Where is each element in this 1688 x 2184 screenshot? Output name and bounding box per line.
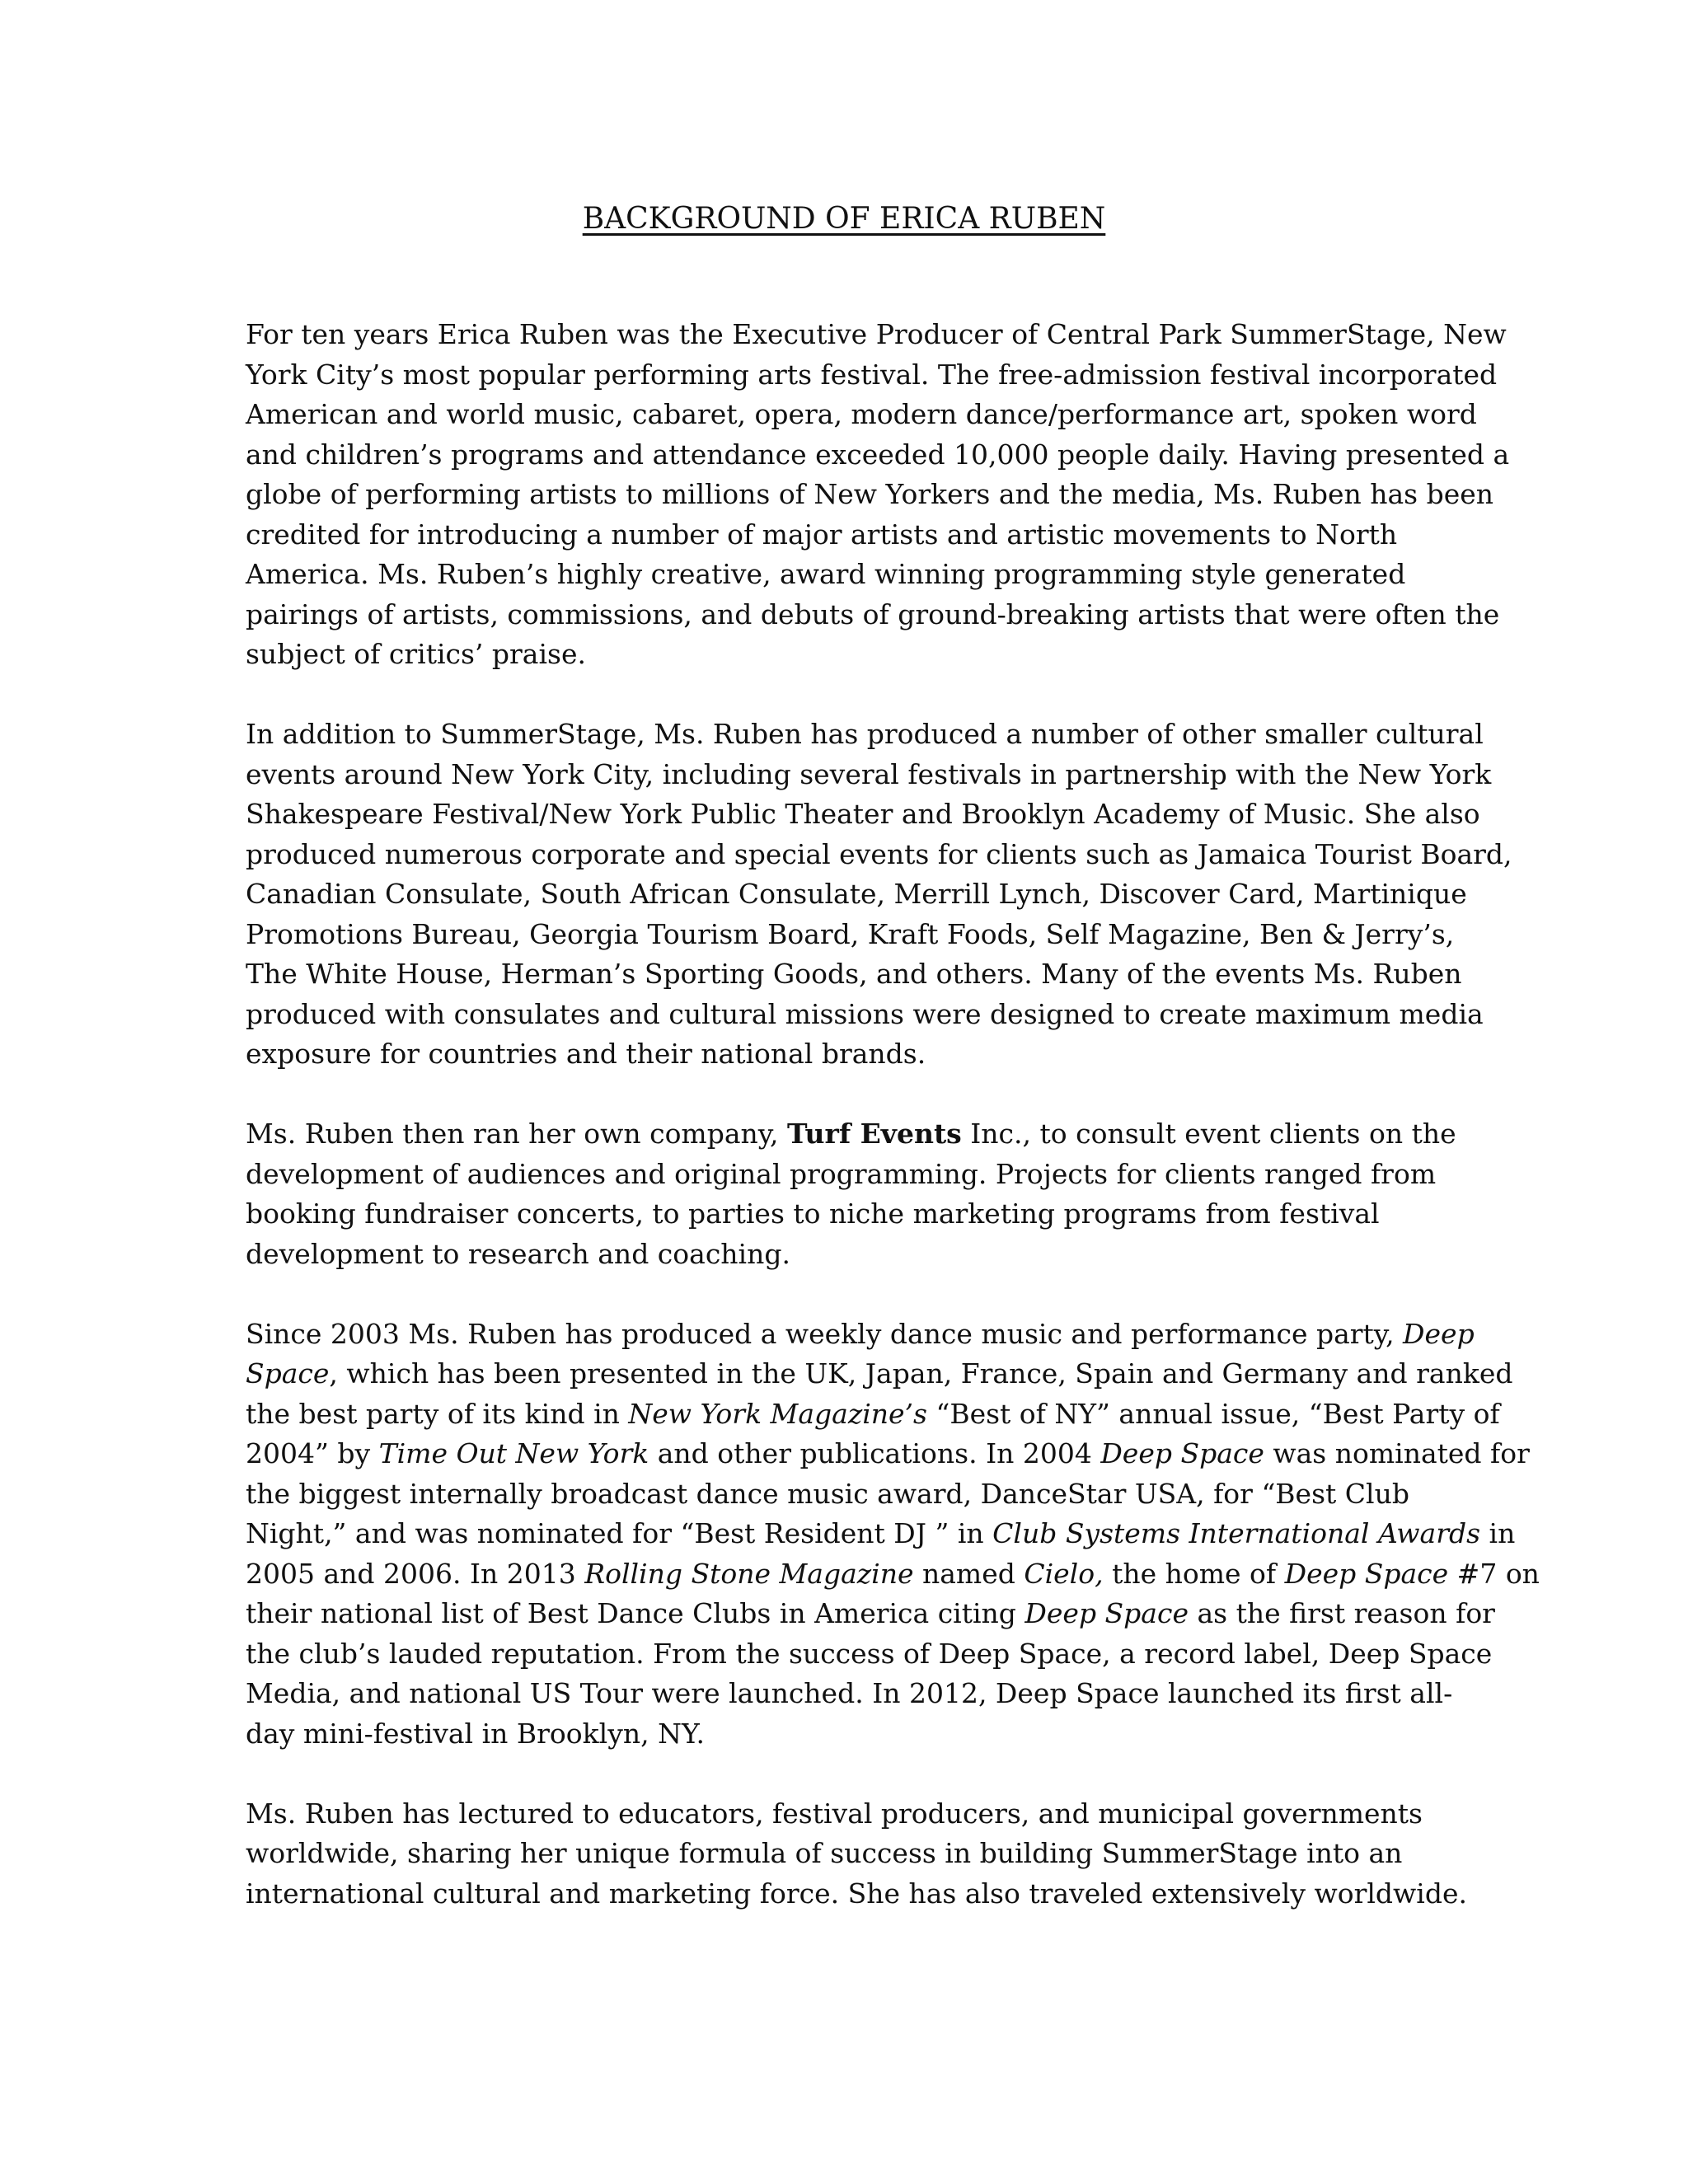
text-line xyxy=(246,1714,1442,1755)
italic-text: Deep Space xyxy=(1025,1597,1189,1629)
paragraph xyxy=(246,1315,1540,1755)
text-run: produced with consulates and cultural missions were designed to create maximum media xyxy=(246,997,1484,1030)
italic-text: Space xyxy=(246,1357,330,1390)
italic-text: Cielo, xyxy=(1024,1557,1104,1590)
text-run: York City’s most popular performing arts festival. The free-admission festival incorporated xyxy=(246,358,1498,391)
text-run: development of audiences and original programming. Projects for clients ranged from xyxy=(246,1157,1437,1190)
text-run: worldwide, sharing her unique formula of success in building SummerStage into an xyxy=(246,1837,1403,1869)
text-line xyxy=(246,794,1480,835)
text-line xyxy=(246,555,1442,595)
text-run: and children’s programs and attendance exceeded 10,000 people daily. Having presented a xyxy=(246,438,1510,471)
text-run: #7 on xyxy=(1448,1557,1540,1590)
text-run: their national list of Best Dance Clubs in America citing xyxy=(246,1597,1025,1629)
text-line xyxy=(246,1474,1442,1515)
text-run: the best party of its kind in xyxy=(246,1397,629,1430)
text-run: booking fundraiser concerts, to parties to niche marketing programs from festival xyxy=(246,1197,1380,1230)
text-line xyxy=(246,874,1467,915)
text-line xyxy=(246,755,1492,795)
text-line xyxy=(246,835,1512,875)
text-line xyxy=(246,1834,1442,1874)
text-run: The White House, Herman’s Sporting Goods, and others. Many of the events Ms. Ruben xyxy=(246,958,1462,990)
text-run: America. Ms. Ruben’s highly creative, award winning programming style generated xyxy=(246,558,1406,590)
text-line xyxy=(246,915,1455,955)
text-run: the home of xyxy=(1103,1557,1285,1590)
text-line xyxy=(246,1634,1493,1675)
italic-text: Rolling Stone Magazine xyxy=(584,1557,914,1590)
text-line xyxy=(246,1674,1453,1714)
text-line xyxy=(246,1315,1475,1355)
text-run: , which has been presented in the UK, Japan, France, Spain and Germany and ranked xyxy=(329,1357,1513,1390)
text-line xyxy=(246,1235,1442,1275)
text-line xyxy=(246,1514,1516,1554)
text-run: events around New York City, including several festivals in partnership with the New York xyxy=(246,757,1492,790)
text-run: Media, and national US Tour were launched. In 2012, Deep Space launched its first all- xyxy=(246,1677,1453,1709)
text-run: Since 2003 Ms. Ruben has produced a weekly dance music and performance party, xyxy=(246,1317,1404,1350)
text-run: globe of performing artists to millions of New Yorkers and the media, Ms. Ruben has been xyxy=(246,478,1494,510)
text-run: For ten years Erica Ruben was the Executive Producer of Central Park SummerStage, New xyxy=(246,318,1507,350)
text-line xyxy=(246,1874,1467,1915)
text-run: in xyxy=(1480,1517,1516,1549)
text-run: development to research and coaching. xyxy=(246,1237,790,1270)
text-run: exposure for countries and their national brands. xyxy=(246,1038,926,1070)
document-title: BACKGROUND OF ERICA RUBEN xyxy=(582,202,1106,236)
text-run: day mini-festival in Brooklyn, NY. xyxy=(246,1717,705,1750)
italic-text: Club Systems International Awards xyxy=(992,1517,1481,1549)
paragraph xyxy=(246,1114,1456,1274)
text-run: Canadian Consulate, South African Consulate, Merrill Lynch, Discover Card, Martinique xyxy=(246,878,1467,910)
paragraph xyxy=(246,715,1512,1075)
text-line xyxy=(246,995,1484,1035)
text-line xyxy=(246,315,1507,355)
italic-text: Deep Space xyxy=(1284,1557,1449,1590)
italic-text: New York Magazine’s xyxy=(628,1397,927,1430)
text-run: Inc., to consult event clients on the xyxy=(961,1118,1456,1150)
text-run: the club’s lauded reputation. From the success of Deep Space, a record label, Deep Space xyxy=(246,1637,1493,1670)
text-line xyxy=(246,954,1462,995)
text-line xyxy=(246,635,1442,675)
text-run: American and world music, cabaret, opera, modern dance/performance art, spoken word xyxy=(246,398,1477,430)
text-run: “Best of NY” annual issue, “Best Party of xyxy=(926,1397,1500,1430)
text-run: 2004” by xyxy=(246,1437,379,1469)
text-line xyxy=(246,1794,1442,1835)
text-run: international cultural and marketing force. She has also traveled extensively worldwide. xyxy=(246,1877,1467,1910)
text-run: Shakespeare Festival/New York Public Theater and Brooklyn Academy of Music. She also xyxy=(246,798,1480,830)
text-line xyxy=(246,1434,1530,1474)
text-line xyxy=(246,715,1484,755)
text-line xyxy=(246,1155,1442,1195)
text-run: Night,” and was nominated for “Best Resident DJ ” in xyxy=(246,1517,993,1549)
text-line xyxy=(246,515,1442,555)
italic-text: Deep xyxy=(1403,1317,1475,1350)
text-run: and other publications. In 2004 xyxy=(649,1437,1101,1469)
italic-text: Time Out New York xyxy=(378,1437,649,1469)
text-line xyxy=(246,1354,1513,1394)
text-run: as the first reason for xyxy=(1188,1597,1495,1629)
text-run: Ms. Ruben has lectured to educators, festival producers, and municipal governments xyxy=(246,1797,1423,1830)
text-run: the biggest internally broadcast dance music award, DanceStar USA, for “Best Club xyxy=(246,1477,1409,1510)
text-run: Ms. Ruben then ran her own company, xyxy=(246,1118,788,1150)
text-run: produced numerous corporate and special events for clients such as Jamaica Tourist Board, xyxy=(246,837,1512,870)
text-run: credited for introducing a number of major artists and artistic movements to North xyxy=(246,518,1398,551)
paragraph xyxy=(246,315,1510,675)
text-line xyxy=(246,355,1498,396)
text-line xyxy=(246,1594,1495,1634)
text-run: 2005 and 2006. In 2013 xyxy=(246,1557,585,1590)
text-run: named xyxy=(913,1557,1025,1590)
text-run: was nominated for xyxy=(1264,1437,1530,1469)
text-line xyxy=(246,1034,1442,1075)
text-line xyxy=(246,475,1494,515)
italic-text: Deep Space xyxy=(1100,1437,1264,1469)
paragraph xyxy=(246,1794,1467,1915)
text-run: pairings of artists, commissions, and debuts of ground-breaking artists that were often the xyxy=(246,598,1500,630)
text-line xyxy=(246,1194,1442,1235)
document-body xyxy=(246,315,1540,1954)
text-run: In addition to SummerStage, Ms. Ruben has produced a number of other smaller cultural xyxy=(246,718,1484,750)
text-line xyxy=(246,1394,1500,1435)
text-line xyxy=(246,595,1500,635)
text-line xyxy=(246,1114,1456,1155)
text-line xyxy=(246,395,1477,435)
text-line xyxy=(246,435,1510,476)
text-run: subject of critics’ praise. xyxy=(246,638,586,670)
text-line xyxy=(246,1554,1540,1595)
text-run: Promotions Bureau, Georgia Tourism Board, Kraft Foods, Self Magazine, Ben & Jerry’s, xyxy=(246,917,1455,950)
bold-text: Turf Events xyxy=(787,1118,962,1150)
